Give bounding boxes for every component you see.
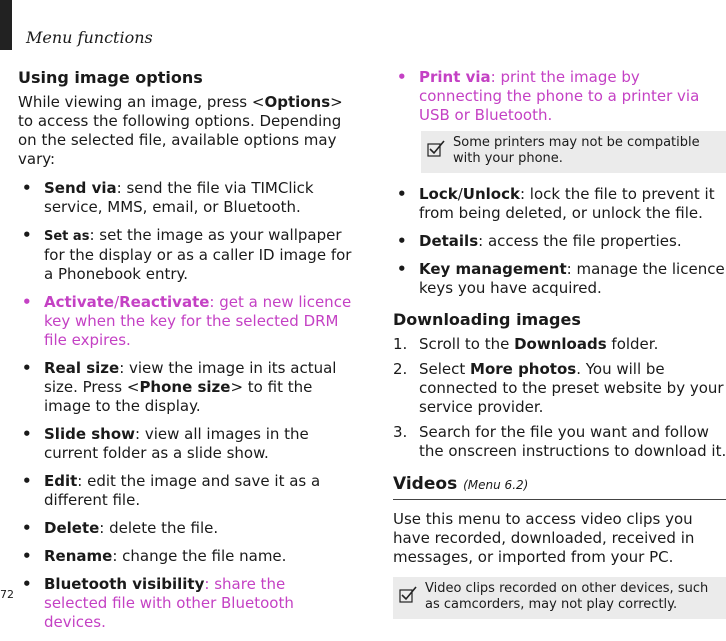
note-text: Video clips recorded on other devices, such as camcorders, may not play correctly. [425, 581, 709, 612]
header-title: Menu functions [26, 28, 153, 47]
page-number: 72 [0, 588, 14, 601]
list-item: • Edit: edit the image and save it as a different file. [18, 472, 352, 510]
list-item: • Send via: send the file via TIMClick service, MMS, email, or Bluetooth. [18, 179, 352, 217]
step-item: 1. Scroll to the Downloads folder. [393, 335, 659, 353]
header-bar [0, 0, 12, 50]
list-item: • Slide show: view all images in the current folder as a slide show. [18, 425, 352, 463]
note-text: Some printers may not be compatible with your phone. [453, 135, 700, 166]
list-item: • Set as: set the image as your wallpaper for the display or as a caller ID image for a Phonebook entry. [18, 226, 352, 284]
checkmark-note-icon [399, 585, 417, 603]
list-item: • Real size: view the image in its actual size. Press <Phone size> to fit the image to the display. [18, 359, 352, 416]
left-column [18, 68, 352, 641]
list-item: • Activate/Reactivate: get a new licence key when the key for the selected DRM file expires. [18, 293, 352, 350]
videos-heading: Videos (Menu 6.2) [393, 474, 529, 494]
section-heading-downloading: Downloading images [393, 310, 581, 329]
videos-paragraph: Use this menu to access video clips you have recorded, downloaded, received in messages, or imported from your PC. [393, 510, 695, 566]
checkmark-note-icon [427, 139, 445, 157]
download-steps [393, 335, 726, 461]
intro-paragraph: While viewing an image, press <Options> to access the following options. Depending on the selected file, available options may vary: [18, 93, 343, 168]
right-column [393, 68, 726, 631]
file-options-list [393, 185, 726, 298]
step-item: 3. Search for the file you want and follow the onscreen instructions to download it. [393, 423, 726, 460]
list-item: • Print via: print the image by connecting the phone to a printer via USB or Bluetooth. [393, 68, 726, 125]
list-item: • Lock/Unlock: lock the file to prevent it from being deleted, or unlock the file. [393, 185, 726, 223]
step-item: 2. Select More photos. You will be connected to the preset website by your service provider. [393, 360, 724, 416]
image-options-list-continued [393, 68, 726, 125]
note-box [421, 131, 726, 173]
list-item: • Key management: manage the licence keys you have acquired. [393, 260, 726, 298]
list-item: • Details: access the file properties. [393, 232, 726, 251]
image-options-list [18, 179, 352, 632]
heading-rule [393, 499, 726, 500]
section-heading-image-options: Using image options [18, 68, 203, 87]
list-item: • Bluetooth visibility: share the selected file with other Bluetooth devices. [18, 575, 352, 632]
list-item: • Delete: delete the file. [18, 519, 352, 538]
list-item: • Rename: change the file name. [18, 547, 352, 566]
note-box [393, 577, 726, 619]
